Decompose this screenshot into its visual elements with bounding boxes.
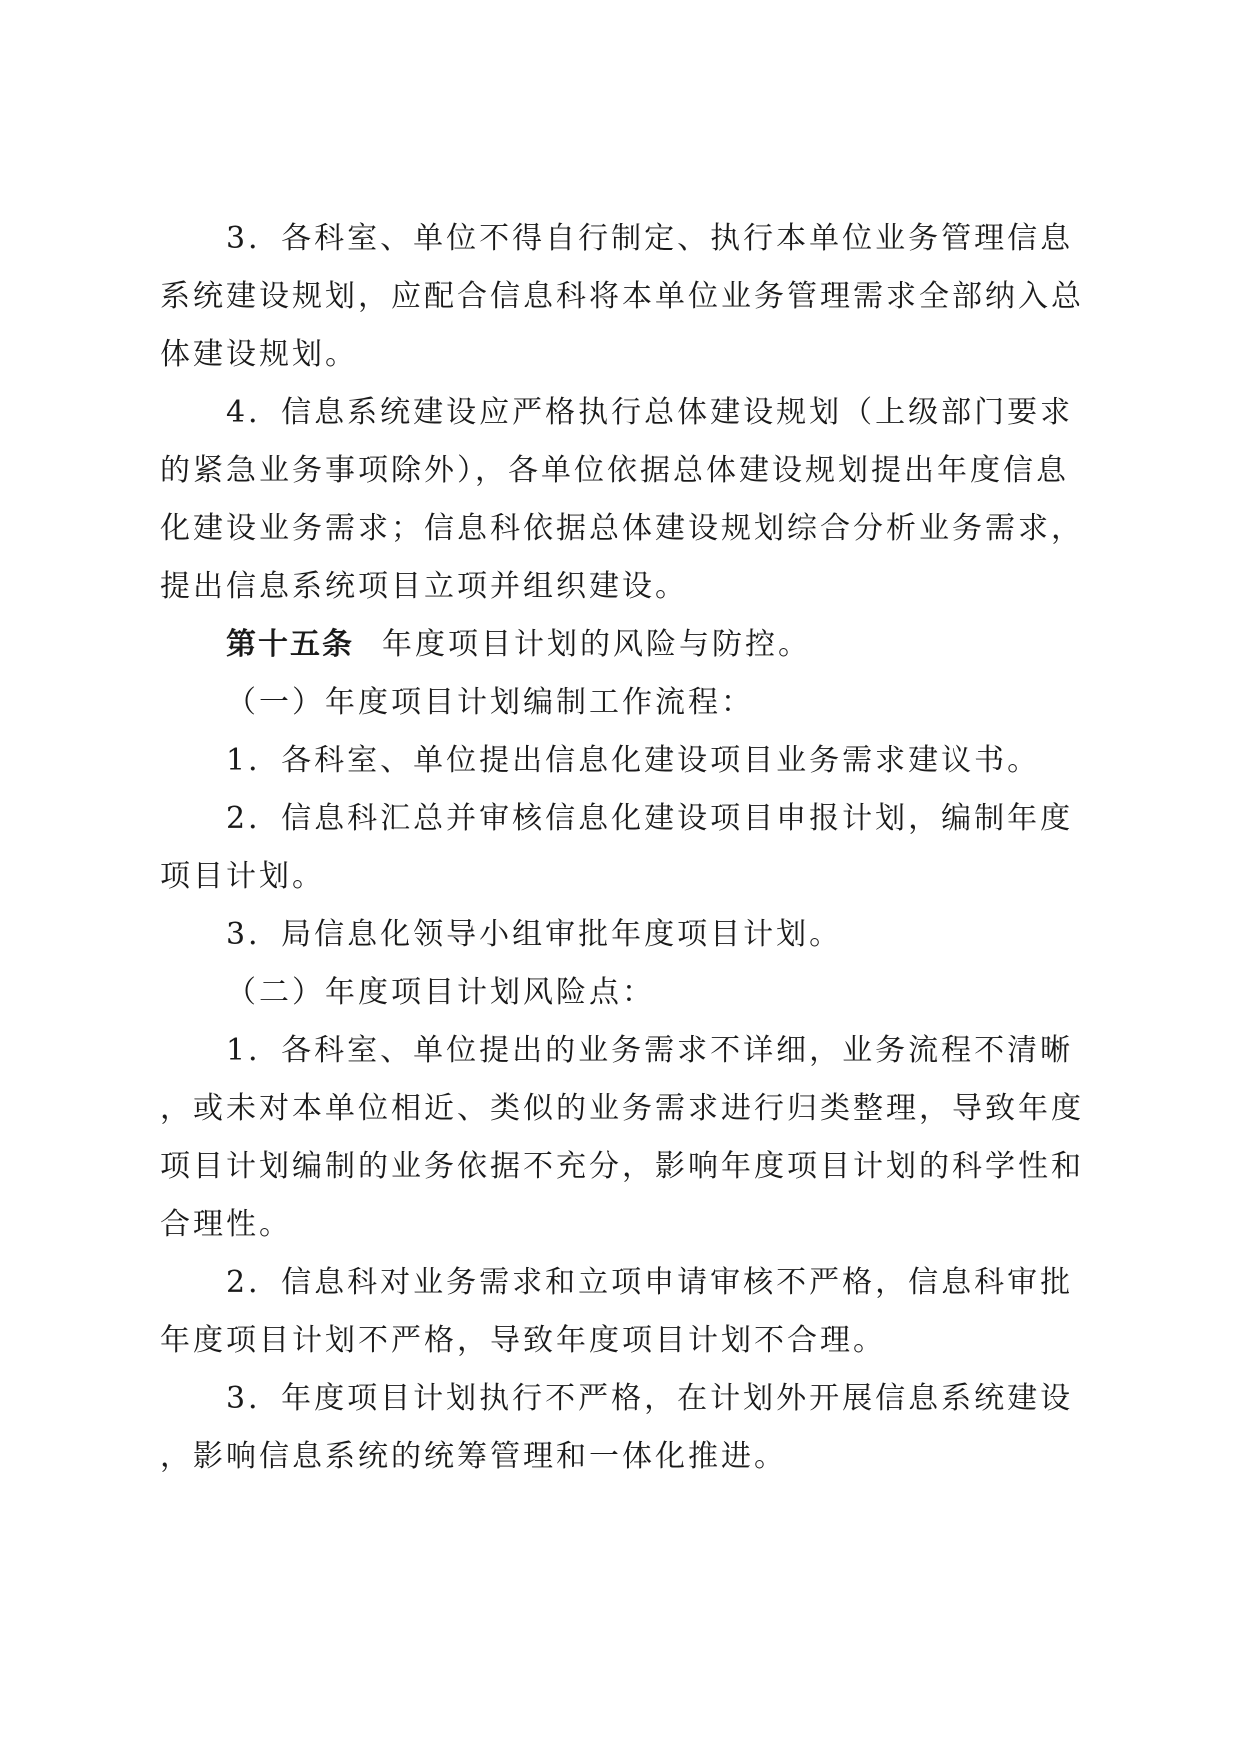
paragraph-line: 系统建设规划，应配合信息科将本单位业务管理需求全部纳入总	[160, 279, 1084, 314]
list-item-continuation: ，或未对本单位相近、类似的业务需求进行归类整理，导致年度	[160, 1091, 1084, 1126]
paragraph-line: 化建设业务需求；信息科依据总体建设规划综合分析业务需求，	[160, 511, 1084, 546]
list-item-continuation: 合理性。	[160, 1207, 292, 1242]
list-item-continuation: ，影响信息系统的统筹管理和一体化推进。	[160, 1439, 787, 1474]
paragraph-line: 体建设规划。	[160, 337, 358, 372]
section-title: （二）年度项目计划风险点：	[226, 975, 655, 1010]
paragraph-line: 4．信息系统建设应严格执行总体建设规划（上级部门要求	[226, 395, 1074, 430]
article-number: 第十五条	[226, 627, 354, 662]
list-item: 2．信息科汇总并审核信息化建设项目申报计划，编制年度	[226, 801, 1074, 836]
article-heading-line	[160, 616, 1080, 674]
paragraph-line: 3．各科室、单位不得自行制定、执行本单位业务管理信息	[226, 221, 1074, 256]
list-item-continuation: 项目计划编制的业务依据不充分，影响年度项目计划的科学性和	[160, 1149, 1084, 1184]
list-item-continuation: 年度项目计划不严格，导致年度项目计划不合理。	[160, 1323, 886, 1358]
list-item: 3．年度项目计划执行不严格，在计划外开展信息系统建设	[226, 1381, 1074, 1416]
list-item: 2．信息科对业务需求和立项申请审核不严格，信息科审批	[226, 1265, 1074, 1300]
list-item: 3．局信息化领导小组审批年度项目计划。	[226, 917, 843, 952]
section-title: （一）年度项目计划编制工作流程：	[226, 685, 754, 720]
list-item: 1．各科室、单位提出信息化建设项目业务需求建议书。	[226, 743, 1041, 778]
list-item-continuation: 项目计划。	[160, 859, 325, 894]
paragraph-line: 提出信息系统项目立项并组织建设。	[160, 569, 688, 604]
document-body	[160, 210, 1084, 1486]
article-title: 年度项目计划的风险与防控。	[382, 627, 811, 662]
paragraph-line: 的紧急业务事项除外），各单位依据总体建设规划提出年度信息	[160, 453, 1069, 488]
list-item: 1．各科室、单位提出的业务需求不详细，业务流程不清晰	[226, 1033, 1074, 1068]
